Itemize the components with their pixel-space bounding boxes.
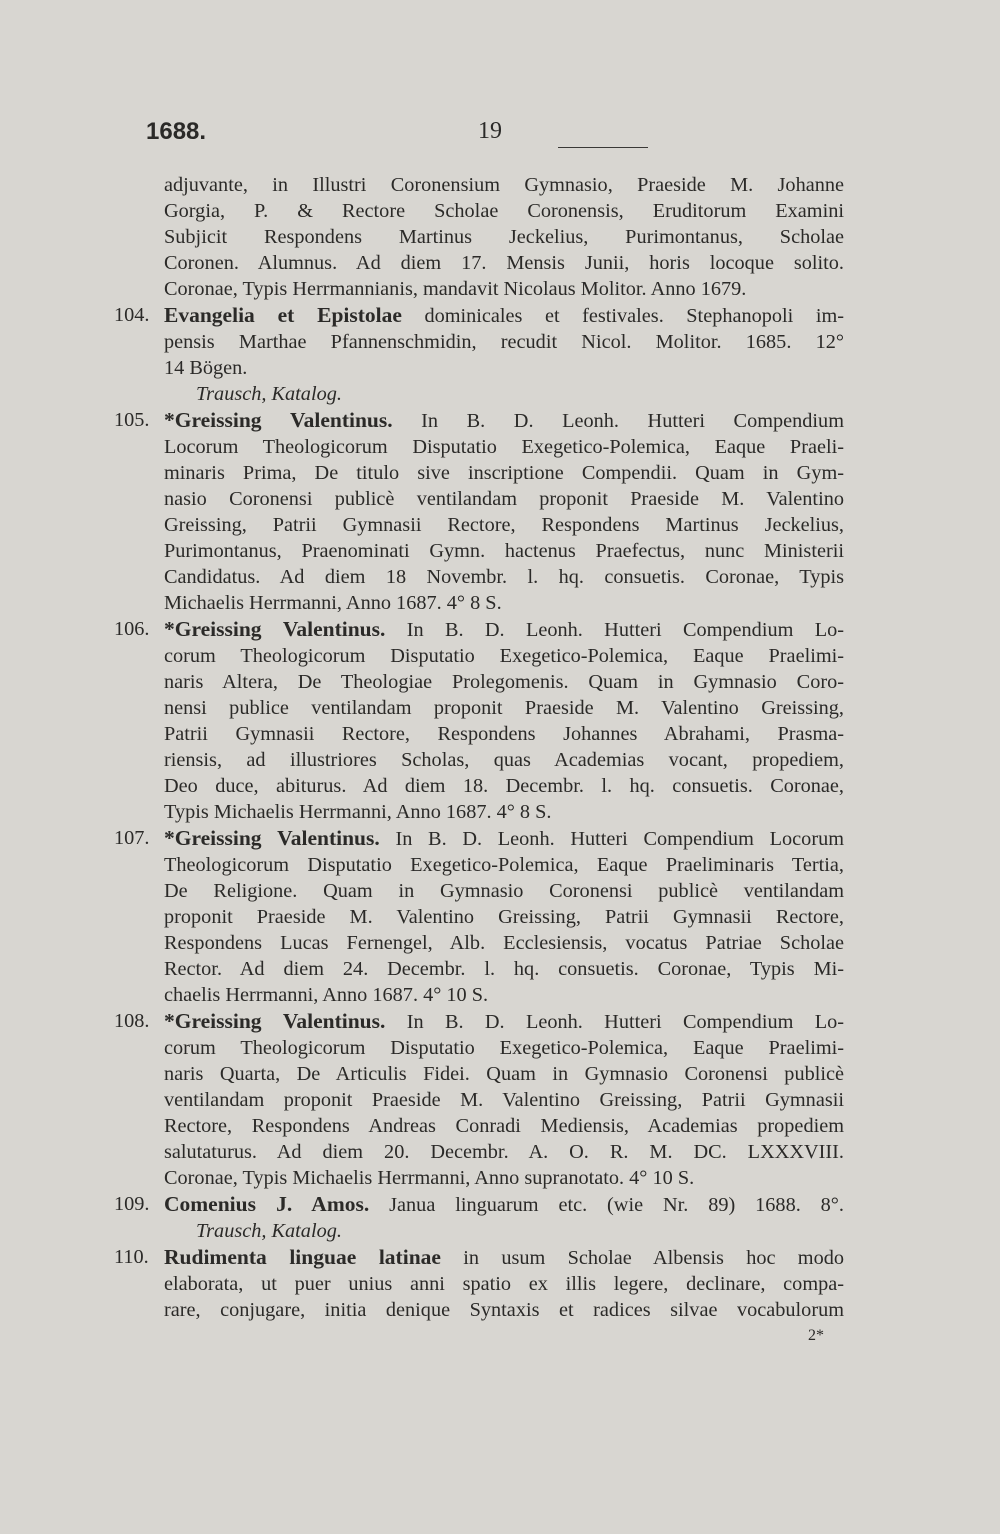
text-line xyxy=(114,407,844,434)
text-line xyxy=(114,825,844,852)
line-text: naris Altera, De Theologiae Prolegomenis. Quam in Gymnasio Coro- xyxy=(164,671,844,693)
text-line xyxy=(114,721,844,747)
text-line xyxy=(114,564,844,590)
entry-number: 109. xyxy=(114,1193,150,1215)
text-line xyxy=(114,486,844,512)
text-line xyxy=(114,302,844,329)
line-text: dominicales et festivales. Stephanopoli im- xyxy=(401,305,844,327)
text-line xyxy=(114,1035,844,1061)
entry-heading: *Greissing Valentinus. xyxy=(164,408,393,432)
line-text: Typis Michaelis Herrmanni, Anno 1687. 4° 8 S. xyxy=(164,801,552,823)
line-text: nensi publice ventilandam proponit Praeside M. Valentino Greissing, xyxy=(164,697,844,719)
line-text: naris Quarta, De Articulis Fidei. Quam in Gymnasio Coronensi publicè xyxy=(164,1063,844,1085)
header-rule xyxy=(558,147,648,148)
page-number: 19 xyxy=(478,118,502,144)
citation: Trausch, Katalog. xyxy=(196,1220,342,1242)
line-text: Greissing, Patrii Gymnasii Rectore, Respondens Martinus Jeckelius, xyxy=(164,514,844,536)
line-text: De Religione. Quam in Gymnasio Coronensi publicè ventilandam xyxy=(164,880,844,902)
page-header xyxy=(118,118,848,154)
line-text: Purimontanus, Praenominati Gymn. hactenus Praefectus, nunc Ministerii xyxy=(164,540,844,562)
text-line xyxy=(114,590,844,616)
line-text: proponit Praeside M. Valentino Greissing, Patrii Gymnasii Rectore, xyxy=(164,906,844,928)
text-line xyxy=(114,224,844,250)
text-line xyxy=(114,1297,844,1323)
line-text: riensis, ad illustriores Scholas, quas Academias vocant, propediem, xyxy=(164,749,844,771)
text-line xyxy=(114,250,844,276)
entry-heading: *Greissing Valentinus. xyxy=(164,617,386,641)
text-line xyxy=(114,982,844,1008)
text-line xyxy=(114,1113,844,1139)
line-text: Rectore, Respondens Andreas Conradi Mediensis, Academias propediem xyxy=(164,1115,844,1137)
line-text: Deo duce, abiturus. Ad diem 18. Decembr. l. hq. consuetis. Coronae, xyxy=(164,775,844,797)
line-text: Theologicorum Disputatio Exegetico-Polemica, Eaque Praeliminaris Tertia, xyxy=(164,854,844,876)
entry-number: 107. xyxy=(114,827,150,849)
text-line xyxy=(114,172,844,198)
entry-number: 105. xyxy=(114,409,150,431)
text-line xyxy=(114,878,844,904)
line-text: in usum Scholae Albensis hoc modo xyxy=(440,1247,844,1269)
text-line xyxy=(114,1087,844,1113)
text-line xyxy=(114,1191,844,1218)
text-line xyxy=(114,643,844,669)
line-text: ventilandam proponit Praeside M. Valentino Greissing, Patrii Gymnasii xyxy=(164,1089,844,1111)
line-text: rare, conjugare, initia denique Syntaxis et radices silvae vocabulorum xyxy=(164,1299,844,1321)
text-line xyxy=(114,904,844,930)
text-line xyxy=(114,616,844,643)
text-line xyxy=(114,276,844,302)
line-text: Patrii Gymnasii Rectore, Respondens Johannes Abrahami, Prasma- xyxy=(164,723,844,745)
line-text: chaelis Herrmanni, Anno 1687. 4° 10 S. xyxy=(164,984,489,1006)
entry-heading: *Greissing Valentinus. xyxy=(164,826,380,850)
entry-number: 108. xyxy=(114,1010,150,1032)
text-line xyxy=(114,930,844,956)
line-text: Janua linguarum etc. (wie Nr. 89) 1688. 8°. xyxy=(369,1194,844,1216)
text-line xyxy=(114,1218,844,1244)
text-line xyxy=(114,669,844,695)
line-text: Michaelis Herrmanni, Anno 1687. 4° 8 S. xyxy=(164,592,502,614)
line-text: minaris Prima, De titulo sive inscriptione Compendii. Quam in Gym- xyxy=(164,462,844,484)
text-line xyxy=(114,799,844,825)
entry-heading: Evangelia et Epistolae xyxy=(164,303,402,327)
text-line xyxy=(114,198,844,224)
line-text: Gorgia, P. & Rectore Scholae Coronensis, Eruditorum Examini xyxy=(164,200,844,222)
text-line xyxy=(114,1165,844,1191)
header-year: 1688. xyxy=(146,118,207,145)
line-text: Coronae, Typis Herrmannianis, mandavit Nicolaus Molitor. Anno 1679. xyxy=(164,278,747,300)
entry-heading: Comenius J. Amos. xyxy=(164,1192,370,1216)
entry-number: 106. xyxy=(114,618,150,640)
line-text: corum Theologicorum Disputatio Exegetico-Polemica, Eaque Praelimi- xyxy=(164,1037,844,1059)
signature-mark: 2* xyxy=(808,1327,824,1344)
entry-number: 104. xyxy=(114,304,150,326)
entry-heading: Rudimenta linguae latinae xyxy=(164,1245,441,1269)
text-line xyxy=(114,956,844,982)
text-line xyxy=(114,329,844,355)
entry-number: 110. xyxy=(114,1246,149,1268)
citation: Trausch, Katalog. xyxy=(196,383,342,405)
line-text: Subjicit Respondens Martinus Jeckelius, Purimontanus, Scholae xyxy=(164,226,844,248)
line-text: Rector. Ad diem 24. Decembr. l. hq. consuetis. Coronae, Typis Mi- xyxy=(164,958,844,980)
line-text: elaborata, ut puer unius anni spatio ex illis legere, declinare, compa- xyxy=(164,1273,844,1295)
line-text: Coronae, Typis Michaelis Herrmanni, Anno supranotato. 4° 10 S. xyxy=(164,1167,695,1189)
text-line xyxy=(114,852,844,878)
line-text: Coronen. Alumnus. Ad diem 17. Mensis Junii, horis locoque solito. xyxy=(164,252,844,274)
text-line xyxy=(114,1139,844,1165)
line-text: adjuvante, in Illustri Coronensium Gymnasio, Praeside M. Johanne xyxy=(164,174,844,196)
line-text: Respondens Lucas Fernengel, Alb. Ecclesiensis, vocatus Patriae Scholae xyxy=(164,932,844,954)
bibliography-text xyxy=(114,172,844,1349)
line-text: nasio Coronensi publicè ventilandam proponit Praeside M. Valentino xyxy=(164,488,844,510)
text-line xyxy=(114,1061,844,1087)
line-text: In B. D. Leonh. Hutteri Compendium Locorum xyxy=(379,828,844,850)
text-line xyxy=(114,538,844,564)
entry-heading: *Greissing Valentinus. xyxy=(164,1009,386,1033)
line-text: In B. D. Leonh. Hutteri Compendium xyxy=(392,410,844,432)
line-text: In B. D. Leonh. Hutteri Compendium Lo- xyxy=(385,619,844,641)
line-text: pensis Marthae Pfannenschmidin, recudit Nicol. Molitor. 1685. 12° xyxy=(164,331,844,353)
text-line xyxy=(114,512,844,538)
text-line xyxy=(114,460,844,486)
text-line xyxy=(114,381,844,407)
text-line xyxy=(114,355,844,381)
text-line xyxy=(114,695,844,721)
text-line xyxy=(114,1008,844,1035)
line-text: Candidatus. Ad diem 18 Novembr. l. hq. consuetis. Coronae, Typis xyxy=(164,566,844,588)
text-line xyxy=(114,1244,844,1271)
text-line xyxy=(114,747,844,773)
text-line xyxy=(114,434,844,460)
line-text: salutaturus. Ad diem 20. Decembr. A. O. R. M. DC. LXXXVIII. xyxy=(164,1141,844,1163)
line-text: In B. D. Leonh. Hutteri Compendium Lo- xyxy=(385,1011,844,1033)
line-text: Locorum Theologicorum Disputatio Exegetico-Polemica, Eaque Praeli- xyxy=(164,436,844,458)
text-line xyxy=(114,773,844,799)
text-line xyxy=(114,1271,844,1297)
line-text: 14 Bögen. xyxy=(164,357,248,379)
line-text: corum Theologicorum Disputatio Exegetico-Polemica, Eaque Praelimi- xyxy=(164,645,844,667)
